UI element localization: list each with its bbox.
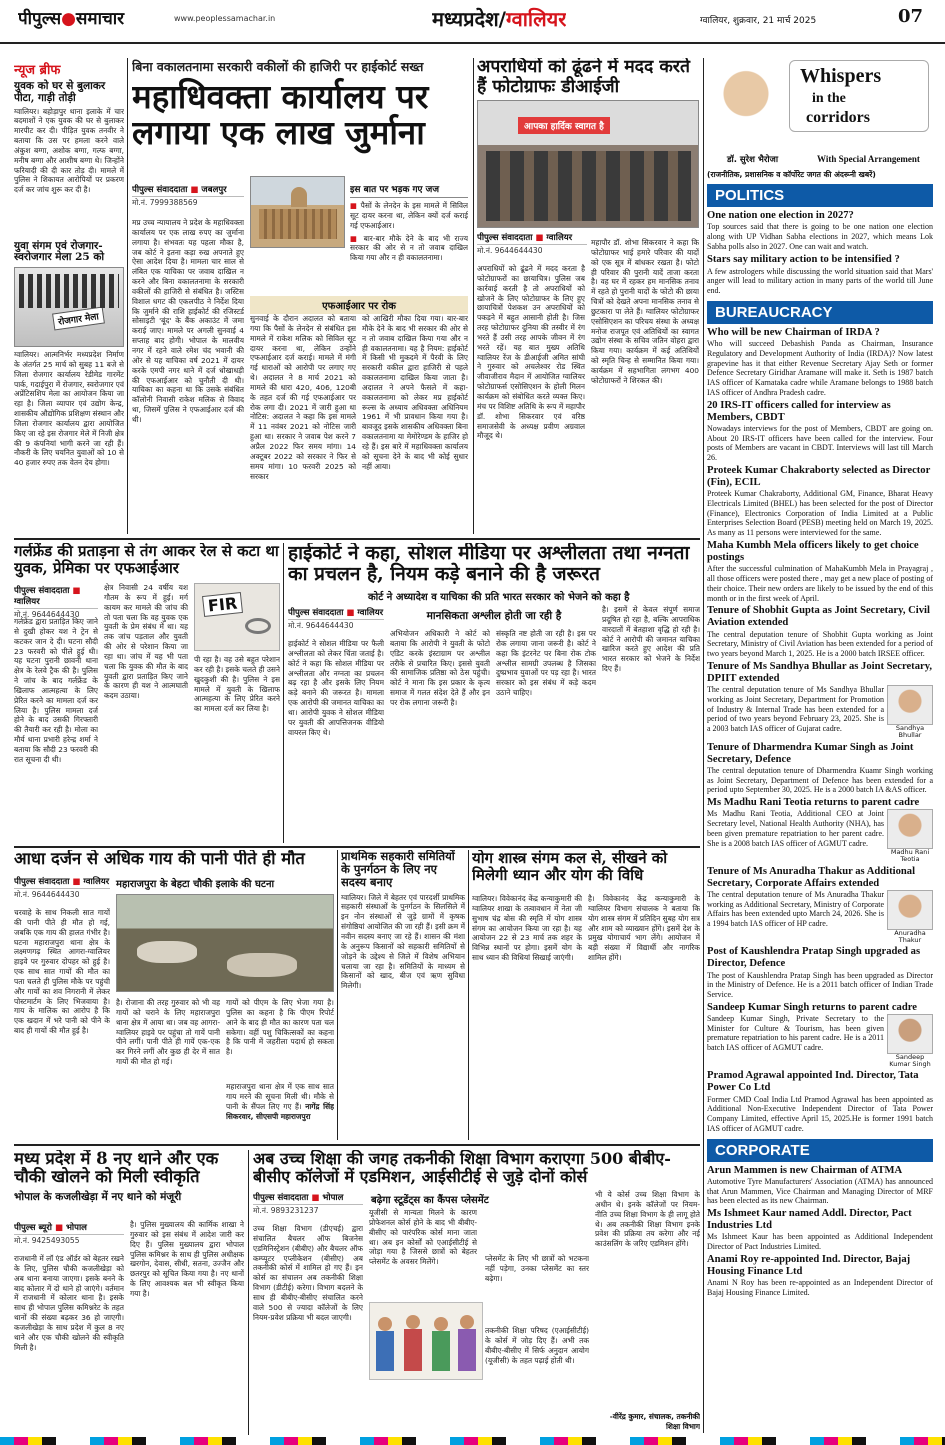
lead-kicker: बिना वकालतनामा सरकारी वकीलों की हाजिरी पर हाईकोर्ट सख्त bbox=[132, 59, 424, 74]
lead-mobile: मो.नं. 7999388569 bbox=[132, 198, 198, 207]
gf-col-2: क्षेत्र निवासी 24 वर्षीय यश गौतम के रूप में हुई। मर्ग कायम कर मामले की जांच की तो पता चला कि वह युवक एक युवती के प्रेम संबंध में था। यह तक जांच पड़ताल और युवती की ओर से परेशान किया जा रहा था। जांच में यह भी पता चला कि युवक की मौत के बाद युवती द्वारा प्रताड़ित किए जाने के कारण ही यश ने आत्मघाती कदम उठाया। bbox=[104, 583, 188, 701]
anuradha-photo bbox=[887, 890, 933, 944]
sandeep-caption: Sandeep Kumar Singh bbox=[889, 1052, 931, 1069]
divider bbox=[248, 1150, 249, 1435]
divider bbox=[283, 543, 284, 843]
politics-band: POLITICS bbox=[707, 184, 933, 207]
crowd-silhouettes bbox=[19, 274, 119, 308]
whispers-tagline: (राजनीतिक, प्रशासनिक व कॉर्पोरेट जगत की अंदरूनी खबरें) bbox=[707, 170, 876, 179]
bur-h12: Pramod Agrawal appointed Ind. Director, Tata Power Co Ltd bbox=[707, 1070, 919, 1094]
brief-body-1: ग्वालियर। बहोड़ापुर थाना इलाके में चार बदमाशों ने एक युवक की घर से बुलाकर मारपीट कर दी। पीड़ित युवक तनवीर ने बताया कि उस पर हमला करने वाले अंकुश बग्गा, अशोक बग्गा, गल्फ बग्गा, मनीष बग्गा और आशीष बग्गा थे। जिन्होंने फरियादी की दी कार तोड़ दी। मामले में पुलिस ने शिकायत आरोपियों पर प्रकरण दर्ज कर जांच शुरू कर दी है। bbox=[14, 106, 124, 195]
obscene-mobile: मो.नं. 9644644430 bbox=[288, 621, 354, 630]
obscene-byline-block bbox=[288, 605, 384, 634]
job-fair-photo bbox=[14, 267, 124, 347]
edu-mobile: मो.नं. 9893231237 bbox=[253, 1206, 319, 1215]
corp-h1: Arun Mammen is new Chairman of ATMA bbox=[707, 1164, 903, 1176]
handcuff-icon bbox=[245, 618, 271, 634]
thana-headline: मध्य प्रदेश में 8 नए थाने और एक चौकी खोलने को मिली स्वीकृति bbox=[14, 1150, 219, 1187]
news-brief bbox=[14, 60, 124, 530]
cow-byline: पीपुल्स संवाददाता ■ ग्वालियर bbox=[14, 874, 110, 889]
obscene-subhead: कोर्ट ने अध्यादेश व याचिका की प्रति भारत सरकार को भेजने को कहा है bbox=[368, 591, 630, 603]
edu-col-4: तकनीकी शिक्षा परिषद (एआईसीटीई) के कोर्स में जोड़ दिए हैं। अभी तक बीबीए-बीसीए में सिर्फ अनुदान आयोग (यूजीसी) के तहत पढ़ाई होती थी। bbox=[485, 1326, 589, 1365]
dig-headline: अपराधियों को ढूंढने में मदद करते हैं फोटोग्राफः डीआईजी bbox=[477, 58, 690, 97]
court-photo bbox=[250, 176, 345, 248]
politics-h1: One nation one election in 2027? bbox=[707, 210, 854, 221]
cow-col-1: चरवाहे के साथ निकली सात गायों की पानी पीते ही मौत हो गई, जबकि एक गाय की हालत गंभीर है। घटना महाराजपुरा थाना क्षेत्र के लक्ष्मणगढ़ स्थित आगरा-ग्वालियर हाइवे पर गुरुवार दोपहर को हुई है। एक साथ सात गायों की मौत का पता चलते ही पुलिस मौके पर पहुंची और गायों का शव निगरानी में लेकर पोस्टमार्टम के लिए भिजवाया है। गाय के मालिक का आरोप है कि एक खदान में भरे पानी को पीने के बाद ही गायों की मौत हुई है। bbox=[14, 908, 110, 1036]
madhu-photo bbox=[887, 809, 933, 863]
bur-h9: Tenure of Ms Anuradha Thakur as Additional Secretary, Corporate Affairs extended bbox=[707, 865, 916, 889]
divider bbox=[127, 58, 128, 534]
bur-p11: Sandeep Kumar Singh, Private Secretary to the Minister for Culture & Tourism, has been given premature repatriation to his parent cadre. He is a 2011 batch IAS officer of AGMUT cadre. bbox=[707, 1013, 884, 1053]
obscene-col-3: संस्कृति नष्ट होती जा रही है। इस पर रोक लगाया जाना जरूरी है। कोर्ट ने कहा कि इंटरनेट पर बिना रोक टोक अश्लील सामग्री उपलब्ध है जिसका दुष्प्रभाव युवाओं पर पड़ रहा है। भारत सरकार को इस संबंध में कड़े कदम उठाने चाहिए। bbox=[496, 629, 596, 698]
special-arrangement: With Special Arrangement bbox=[817, 154, 920, 164]
lead-byline: पीपुल्स संवाददाता ■ जबलपुर bbox=[132, 182, 244, 197]
corp-p2: Ms Ishmeet Kaur has been appointed as Additional Independent Director of Pact Industries Limited. bbox=[707, 1232, 933, 1252]
brief-headline-1: युवक को घर से बुलाकर पीटा, गाड़ी तोड़ी bbox=[14, 80, 106, 104]
divider bbox=[337, 850, 338, 1140]
lead-col-4: को आखिरी मौका दिया गया। बार-बार मौके देने के बाद भी सरकार की ओर से न तो जवाब दाखिल किया गया और न ही वकालतनामा। यह है नियम: हाईकोर्ट में किसी भी मुकदमे में पैरवी के लिए सरकारी वकील द्वारा हाजिरी से पहले वकालतनामा दाखिल किया जाता है। अदालत ने अपने फैसले में कहा-वकालतनामा को लेकर मप्र हाईकोर्ट रूल्स के अध्याय अधिवक्ता अधिनियम 1961 में भी प्रावधान किया गया है। बावजूद इसके शासकीय अधिवक्ता बिना वकालतनामा या मेमोरेण्डम के हाजिर हो रहे हैं। इस बारे में महाधिवक्ता कार्यालय को सूचना देने के बाद भी कोई सुधार नहीं आया। bbox=[362, 314, 468, 471]
lead-sidebar-head: इस बात पर भड़क गए जज bbox=[350, 182, 468, 198]
bur-p5: The central deputation tenure of Shobhit Gupta working as Joint Secretary, Ministry of Civil Aviation has been extended for a period of two years beyond March 1, 2025. He is a 2000 batch IRSEE officer. bbox=[707, 629, 933, 659]
lead-col-3: सुनवाई के दौरान अदालत को बताया गया कि पैसों के लेनदेन से संबंधित इस मामले में राकेश मलिक को सिविल सूट दायर करना था, लेकिन उन्होंने एफआईआर दर्ज कराई। मामले में मंगी गई धाराओं को आरोपी पर लगाए गए थे। अदालत ने 8 मार्च 2021 को मामले की धारा 420, 406, 120बी के तहत दर्ज की गई एफआईआर पर रोक लगा दी। 2021 में जारी हुआ था नोटिस: अदालत ने कहा कि इस मामले में 11 नवंबर 2021 को नोटिस जारी हुआ था। सरकार ने जवाब पेश करने 7 अप्रैल 2022 फिर समय मांगा। 14 अक्टूबर 2022 को सरकार ने फिर से समय मांगा। 10 फरवरी 2025 को सरकार bbox=[250, 314, 356, 481]
lead-headline: महाधिवक्ता कार्यालय पर लगाया एक लाख जुर्माना bbox=[132, 77, 429, 152]
brief-body-2: ग्वालियर। आत्मनिर्भर मध्यप्रदेश निर्माण के अंतर्गत 25 मार्च को सुबह 11 बजे से जिला रोजगार कार्यालय रेडीमेड गारमेंट पार्क, गदाईपुरा में रोजगार, स्वरोजगार एवं अप्रेंटिसशिप मेला का आयोजन किया जा रहा है। जिला व्यापार एवं उद्योग केन्द्र, शासकीय औद्योगिक प्रशिक्षण संस्थान और जिला रोजगार कार्यालय द्वारा आयोजित किए जा रहे इस रोजगार मेले में निजी क्षेत्र की 9 कंपनियां भागी करने जा रही हैं। नौकरी के लिए चयनित युवाओं को 10 से 40 हजार रुपए तक वेतन देय होगा। bbox=[14, 350, 124, 468]
politics-h2: Stars say military action to be intensified ? bbox=[707, 254, 900, 266]
yoga-story bbox=[472, 850, 700, 1140]
gf-headline: गर्लफ्रेंड की प्रताड़ना से तंग आकर रेल से कटा था युवक, प्रेमिका पर एफआईआर bbox=[14, 543, 279, 577]
columnist-photo bbox=[707, 60, 785, 156]
edu-col-3: प्लेसमेंट के लिए भी छात्रों को भटकना नहीं पड़ेगा, उनका प्लेसमेंट का स्तर बढ़ेगा। bbox=[485, 1254, 589, 1283]
obscene-col-4: है। इसमें से केवल संपूर्ण समाज प्रदूषित हो रहा है, बल्कि आपराधिक वारदातों में बेतहाशा वृद्धि हो रही है। कोर्ट ने आरोपी की जमानत याचिका खारिज करते हुए आदेश की प्रति भारत सरकार को भेजने के निर्देश दिए हैं। bbox=[602, 605, 700, 674]
lead-col-1: मप्र उच्च न्यायालय ने प्रदेश के महाधिवक्ता कार्यालय पर एक लाख रुपए का जुर्माना लगाया है। संभवतः यह पहला मौका है, जब कोर्ट ने इतना कड़ा रुख अपनाते हुए ऐसा आदेश दिया है। मामला चार साल से लंबित एक याचिका पर जवाब दाखिल न करने और बिना वकालतनामा के सरकारी वकीलों की हाजिरी से संबंधित है। जस्टिस विशाल धगट की एकलपीठ ने निर्देश दिया कि जुर्माने की राशि हाईकोर्ट की रजिस्टर्ड सोसाइटी 'बूंद' के बैंक अकाउंट में जमा कराई जाए। मामले पर अगली सुनवाई 4 सप्ताह बाद होगी। भोपाल के मालवीय नगर में रहने वाले रमेश चंद भवानी की ओर से यह याचिका वर्ष 2021 में दायर करके एमपी नगर थाने में दर्ज धोखाधड़ी की एफआईआर को चुनौती दी थी। याचिका का कहना था कि उसके संबंधित कॉलोनी निवासी राकेश मलिक से विवाद था, जिसमें पुलिस ने एफआईआर दर्ज की थी। bbox=[132, 218, 244, 424]
madhu-caption: Madhu Rani Teotia bbox=[890, 848, 930, 864]
thana-subhead: भोपाल के कजलीखेड़ा में नए थाने को मंजूरी bbox=[14, 1190, 182, 1203]
bur-h11: Sandeep Kumar Singh returns to parent cadre bbox=[707, 1001, 917, 1013]
lead-sidebar-point-1: ■ पैसों के लेनदेन के इस मामले में सिविल सूट दायर करना था, लेकिन क्यों दर्ज कराई गई एफआईआर। bbox=[350, 201, 468, 230]
corp-h3: Anami Roy re-appointed Ind. Director, Bajaj Housing Finance Ltd bbox=[707, 1253, 911, 1278]
city-name: ग्वालियर bbox=[506, 7, 567, 31]
bur-h10: Post of Kaushlendra Pratap Singh upgraded as Director, Defence bbox=[707, 946, 921, 970]
bur-h2: 20 IRS-IT officers called for interview as Members, CBDT bbox=[707, 399, 891, 423]
corp-p3: Anami N Roy has been re-appointed as an Independent Director of Bajaj Housing Finance Limited. bbox=[707, 1278, 933, 1297]
bur-p6: The central deputation tenure of Ms Sandhya Bhullar working as Joint Secretary, Department for Promotion of Industry & Internal Trade has been extended for a period of two years beyond February 23, 2025. She is a 2003 batch IAS officer of Gujarat cadre. bbox=[707, 685, 884, 734]
dig-col-2: महापौर डॉ. शोभा सिकरवार ने कहा कि फोटोग्राफर भाई हमारे परिवार की यादों को एक सूत्र में बांधकर रखता है। फोटो ही परिवार की पुरानी यादें ताजा करता है। वह घर में रहकर हम मानसिक तनाव में रहते हो पुरानी यादों के फोटो की छाया चित्रों को देखते अपना मानसिक तनाव से छुटकारा पा लेते हैं। ग्वालियर फोटोग्राफर एसोसिएशन का परिचय संस्था के अध्यक्ष मनोज राजपूत एवं अतिथियों का स्वागत उद्योग संस्था के सचिव जतिन वोहरा द्वारा किया गया। कार्यक्रम में कई अतिथियों को स्मृति चिन्ह से सम्मानित किया गया। कार्यक्रम में सहभागिता लगभग 400 फोटोग्राफरों ने शिरकत की। bbox=[591, 238, 699, 385]
gf-byline: पीपुल्स संवाददाता ■ ग्वालियर bbox=[14, 583, 98, 609]
edu-byline: पीपुल्स संवाददाता ■ भोपाल bbox=[253, 1190, 363, 1205]
logo-part-1: पीपुल्स bbox=[18, 9, 62, 29]
whispers-column bbox=[707, 58, 933, 1436]
edu-col-5: भी ये कोर्स उच्च शिक्षा विभाग के अधीन थे। इनके कॉलेजों पर नियम-नीति उच्च शिक्षा विभाग के ही लागू होते थे। अब तकनीकी शिक्षा विभाग इनके प्रवेश की प्रक्रिया तय करेगा और नई काउंसलिंग के जरिए एडमिशन होंगे। bbox=[595, 1190, 700, 1249]
lead-sidebar-point-2: ■ बार-बार मौके देने के बाद भी राज्य सरकार की ओर से न तो जवाब दाखिल किया गया और न ही वकालतनामा। bbox=[350, 233, 468, 263]
obscene-story bbox=[288, 543, 700, 843]
cow-mobile: मो.नं. 9644644430 bbox=[14, 890, 80, 899]
whispers-header bbox=[707, 58, 933, 168]
edu-subhead: बढ़ेगा स्टूडेंट्स का कैंपस प्लेसमेंट bbox=[371, 1195, 489, 1206]
bur-p2: Nowadays interviews for the post of Members, CBDT are going on. About 20 IRS-IT officers have been called for the interview. Four posts of Members are vacant in CBDT. Interviews will last till March 26. bbox=[707, 423, 933, 463]
cow-col-2: है। रोजाना की तरह गुरुवार को भी वह गायों को चराने के लिए महाराजपुरा थाना क्षेत्र में आया था। जब वह आगरा-ग्वालियर हाइवे पर पहुंचा तो गायें पानी पीने लगीं। पानी पीते ही गायें एक-एक कर गिरने लगीं और कुछ ही देर में सात गायों की मौत हो गई। bbox=[116, 998, 220, 1067]
section-title bbox=[432, 5, 566, 32]
obscene-byline: पीपुल्स संवाददाता ■ ग्वालियर bbox=[288, 605, 384, 620]
fir-graphic bbox=[194, 583, 280, 651]
dig-mobile: मो.नं. 9644644430 bbox=[477, 246, 543, 256]
thana-col-2: है। पुलिस मुख्यालय की कार्मिक शाखा ने गुरुवार को इस संबंध में आदेश जारी कर दिए हैं। पुलिस मुख्यालय द्वारा भोपाल पुलिस कमिश्नर के साथ ही पुलिस अधीक्षक खरगोन, देवास, सीधी, सतना, उज्जैन और छतरपुर को सूचित किया गया है। नए थानों के लिए आवश्यक बल भी स्वीकृत किया गया है। bbox=[130, 1220, 244, 1298]
lead-story bbox=[132, 58, 470, 536]
sandeep-photo bbox=[887, 1014, 933, 1068]
thana-byline-block bbox=[14, 1220, 124, 1249]
edu-headline: अब उच्च शिक्षा की जगह तकनीकी शिक्षा विभाग कराएगा 500 बीबीए-बीसीए कॉलेजों में एडमिशन, आईसीटीई से जुड़े दोनों कोर्स bbox=[253, 1150, 671, 1186]
bur-h4: Maha Kumbh Mela officers likely to get choice postings bbox=[707, 539, 919, 564]
lead-sidebar bbox=[350, 182, 468, 263]
dig-col-1: अपराधियों को ढूंढने में मदद करता है फोटोग्राफरों का छायाचित्र। पुलिस जब कार्रवाई करती है तो अपराधियों को खोजने के लिए फोटोग्राफर के लिए हुए छायाचित्रों पेशकश उन अपराधियों को पकड़ने में बहुत आसानी होती है। जिस तरह फोटोग्राफर दुनिया की तस्वीर में रंग भरते हैं उसी तरह आपके जीवन में रंग भरते रहें। यह बात मुख्य अतिथि ग्वालियर रेंज के डीआईजी अमित सांघी ने गुरुवार को अचलेश्वर रोड स्थित जीवाजीराव मैदान में आयोजित ग्वालियर फोटोग्राफर्स एसोसिएशन के होली मिलन कार्यक्रम को संबोधित करते व्यक्त किए। मंच पर विशिष्ट अतिथि के रूप में महापौर डॉ. शोभा सिकरवार एवं वरिष्ठ समाजसेवी के अध्यक्ष प्रवीण अग्रवाल मौजूद थे। bbox=[477, 264, 585, 441]
bur-h3: Proteek Kumar Chakraborty selected as Director (Fin), ECIL bbox=[707, 464, 931, 489]
obscene-headline: हाईकोर्ट ने कहा, सोशल मीडिया पर अश्लीलता तथा नग्नता का प्रचलन है, नियम कड़े बनाने की है जरूरत bbox=[288, 543, 690, 586]
bur-h1: Who will be new Chairman of IRDA ? bbox=[707, 326, 880, 338]
print-color-bar bbox=[0, 1437, 945, 1445]
students-illustration bbox=[369, 1302, 483, 1380]
divider bbox=[14, 1144, 700, 1146]
thana-byline: पीपुल्स ब्यूरो ■ भोपाल bbox=[14, 1220, 124, 1235]
page-number: 07 bbox=[898, 6, 924, 27]
section-name: मध्यप्रदेश/ bbox=[432, 7, 506, 31]
gf-mobile: मो.नं. 9644644430 bbox=[14, 610, 80, 619]
dig-story bbox=[477, 58, 699, 536]
thana-mobile: मो.नं. 9425493055 bbox=[14, 1236, 80, 1245]
edu-col-1: उच्च शिक्षा विभाग (डीएचई) द्वारा संचालित बैचलर ऑफ बिजनेस एडमिनिस्ट्रेशन (बीबीए) और बैचलर ऑफ कम्प्यूटर एप्लीकेशन (बीसीए) अब तकनीकी कोर्स में शामिल हो गए हैं। इन कोर्स का संचालन अब तकनीकी शिक्षा विभाग (डीटीई) करेगा। विभाग बदलने के साथ ही बीबीए-बीसीए संचालित करने वाले 500 से ज्यादा कॉलेजों के लिए नियम-प्रवेश प्रक्रिया भी बदल जाएगी। bbox=[253, 1224, 363, 1322]
bur-p8: Ms Madhu Rani Teotia, Additional CEO at Joint Secretary level, National Health Authority (NHA), has been given premature repatriation to her parent cadre. She is a 2008 batch IAS officer of AGMUT cadre. bbox=[707, 809, 884, 848]
dig-byline: पीपुल्स संवाददाता ■ ग्वालियर bbox=[477, 230, 587, 245]
fir-box-head: एफआईआर पर रोक bbox=[250, 296, 468, 314]
obscene-col-1: हाईकोर्ट ने सोशल मीडिया पर फैली अश्लीलता को लेकर चिंता जताई है। कोर्ट ने कहा कि सोशल मीडिया पर अश्लीलता और नग्नता का प्रचलन बढ़ रहा है और इसके लिए नियम कड़े बनाने की जरूरत है। मामला एक आरोपी की जमानत याचिका का था। आरोपी युवक ने सोशल मीडिया पर युवती की आपत्तिजनक वीडियो वायरल किए थे। bbox=[288, 639, 384, 737]
edu-col-2: यूजीसी से मान्यता मिलने के कारण प्रोफेशनल कोर्स होने के बाद भी बीबीए-बीसीए को पारंपरिक कोर्स माना जाता था। अब इन कोर्सों को एआईसीटीई से जोड़ा गया है जिससे छात्रों को बेहतर प्लेसमेंट के अवसर मिलेंगे। bbox=[369, 1208, 477, 1267]
bur-h6: Tenure of Ms Sandhya Bhullar as Joint Secretary, DPIIT extended bbox=[707, 660, 933, 685]
divider bbox=[14, 538, 700, 540]
edu-byline-block bbox=[253, 1190, 363, 1219]
thana-col-1: राजधानी में लॉ एंड ऑर्डर को बेहतर रखने के लिए, पुलिस चौकी कजलीखेड़ा को अब थाना बनाया जाएगा। इसके बनने के बाद कोलार में दो थाने हो जाएंगे। वर्तमान में राजधानी में कोलार थाना है। इसके साथ ही भोपाल पुलिस कमिश्नरेट के तहत थानों की संख्या बढ़कर 36 हो जाएगी। कजलीखेड़ा के साथ प्रदेश में कुल 8 नए थाने और एक चौकी खोलने की स्वीकृति मिली है। bbox=[14, 1254, 124, 1352]
bur-p1: Who will succeed Debashish Panda as Chairman, Insurance Regulatory and Development Authority of India (IRDA)? Now latest grapevine has it that either Revenue Secretary Ajay Seth or former Defence Secretary Giridhar Aramane will make it. Seth is 1987 batch IAS officer of Karnataka cadre while Aramane belongs to 1988 batch IAS officer of Andhra Pradesh cadre. bbox=[707, 339, 933, 397]
cow-story bbox=[14, 850, 334, 1140]
bur-p9: The central deputation tenure of Ms Anuradha Thakur working as Additional Secretary, Ministry of Corporate Affairs has been extended upto March 24, 2026. She is a 1994 batch IAS officer of HP cadre. bbox=[707, 889, 884, 929]
bur-h8: Ms Madhu Rani Teotia returns to parent cadre bbox=[707, 797, 920, 809]
corp-h2: Ms Ishmeet Kaur named Addl. Director, Pact Industries Ltd bbox=[707, 1208, 912, 1232]
politics-p2: A few astrologers while discussing the world situation said that Mars' anger will lead to military action in many parts of the world till June end. bbox=[707, 266, 933, 296]
divider bbox=[14, 846, 700, 848]
stage-banner: आपका हार्दिक स्वागत है bbox=[518, 117, 610, 134]
masthead bbox=[0, 0, 945, 44]
coop-headline: प्राथमिक सहकारी समितियों के पुनर्गठन के लिए नए सदस्य बनाए bbox=[341, 850, 455, 889]
thana-story bbox=[14, 1150, 244, 1435]
edu-sign: -वीरेंद्र कुमार, संचालक, तकनीकी शिक्षा विभाग bbox=[609, 1412, 700, 1431]
divider bbox=[473, 58, 474, 534]
brief-headline-2: युवा संगम एवं रोजगार-स्वरोजगार मेला 25 को bbox=[14, 239, 105, 264]
cow-col-3: गायों को पीएम के लिए भेजा गया है। पुलिस का कहना है कि पीएम रिपोर्ट आने के बाद ही मौत का कारण पता चल सकेगा। वहीं पशु चिकित्सकों का कहना है कि पानी में जहरीला पदार्थ हो सकता है। bbox=[226, 998, 334, 1057]
sandhya-caption: Sandhya Bhullar bbox=[895, 724, 925, 740]
bur-p12: Former CMD Coal India Ltd Pramod Agrawal has been appointed as Additional Non-Executive Independent Director of Tata Power Company Limited, effective April 15, 2025.He is former 1991 batch IAS officer of AGMUT cadre. bbox=[707, 1094, 933, 1133]
politics-p1: Top sources said that there is going to be one nation one election along with UP Vidhan Sabha elections in 2027, which means Lok Sabha polls also in 2027. One can wait and watch. bbox=[707, 222, 933, 251]
paper-logo bbox=[18, 6, 168, 32]
logo-dot-icon: ● bbox=[61, 9, 76, 29]
bur-h7: Tenure of Dharmendra Kumar Singh as Joint Secretary, Defence bbox=[707, 741, 914, 765]
gf-story bbox=[14, 543, 280, 843]
job-fair-sign: रोजगार मेला bbox=[52, 307, 105, 331]
bur-h5: Tenure of Shobhit Gupta as Joint Secretary, Civil Aviation extended bbox=[707, 605, 930, 629]
yoga-headline: योग शास्त्र संगम कल से, सीखने को मिलेगी ध्यान और योग की विधि bbox=[472, 850, 668, 884]
bur-p4: After the successful culmination of MahaKumbh Mela in Prayagraj , all those officers were posted there , may get a new place of posting of their choice. Their new orders are likely to be issued by the end of this month or in the first week of April. bbox=[707, 564, 933, 603]
cow-photo bbox=[116, 894, 334, 992]
divider bbox=[468, 850, 469, 1140]
bur-p10: The post of Kaushlendra Pratap Singh has been upgraded as Director in the Ministry of Defence. He is a 2011 batch officer of Indian Trade Service. bbox=[707, 970, 933, 1000]
dig-photo bbox=[477, 100, 699, 228]
bureaucracy-band: BUREAUCRACY bbox=[707, 301, 933, 324]
cow-byline-block bbox=[14, 874, 110, 903]
edu-story bbox=[253, 1150, 700, 1435]
brief-tag: न्यूज ब्रीफ bbox=[14, 63, 61, 78]
fir-label: FIR bbox=[202, 592, 243, 617]
bur-p3: Proteek Kumar Chakraborty, Additional GM, Finance, Bharat Heavy Electricals Limited (BHEL) has been selected for the post of Director (Finance), Electronics Corporation of India Limited at a Public Enterprises Selection Board (PESB) meeting held on March 19, 2025. As many as 11 persons were interviewed for the same. bbox=[707, 489, 933, 538]
sandhya-photo bbox=[887, 685, 933, 739]
coop-story bbox=[341, 850, 465, 1140]
divider bbox=[703, 58, 704, 1433]
dateline: ग्वालियर, शुक्रवार, 21 मार्च 2025 bbox=[700, 16, 817, 26]
columnist-name: डॉ. सुरेश भैरोजा bbox=[727, 155, 779, 165]
yoga-col-1: ग्वालियर। विवेकानंद केंद्र कन्याकुमारी की ग्वालियर शाखा के तत्वावधान में नेता जी सुभाष चंद्र बोस की स्मृति में योग शास्त्र संगम का आयोजन किया जा रहा है। यह आयोजन 22 से 23 मार्च तक शहर के विभिन्न स्थानों पर होगा। इसमें योग के साथ ध्यान की विधियां सिखाई जाएंगी। bbox=[472, 894, 582, 963]
cow-statement: महाराजपुरा थाना क्षेत्र में एक साथ सात गाय मरने की सूचना मिली थी। मौके से पानी के सैंपल लिए गए हैं। नागेंद्र सिंह सिकरवार, सीएसपी महाराजपुरा bbox=[226, 1082, 334, 1121]
lead-byline-block bbox=[132, 182, 244, 211]
website[interactable]: www.peoplessamachar.in bbox=[174, 14, 276, 23]
gf-col-1: गर्लफ्रेंड द्वारा प्रताड़ित किए जाने से दुखी होकर यश ने ट्रेन से कटकर जान दे दी। घटना सौदी 23 फरवरी को पीले हुई थी। यह घटना पुरानी छावनी थाना क्षेत्र के रेलवे ट्रैक की है। पुलिस ने जांच के बाद गर्लफ्रेंड के खिलाफ आत्महत्या के लिए प्रेरित करने का मामला दर्ज कर लिया है। पुलिस मामला दर्ज होने के बाद उसकी गिरफ्तारी की तैयारी कर रही है। मोला का मौर्य थाना प्रभारी हरेन्द्र शर्मा ने बताया कि सौदी 23 फरवरी की रात सूचना दी थी। bbox=[14, 617, 98, 764]
corporate-band: CORPORATE bbox=[707, 1139, 933, 1162]
logo-part-2: समाचार bbox=[75, 9, 125, 29]
cow-headline: आधा दर्जन से अधिक गाय की पानी पीते ही मौत bbox=[14, 850, 305, 868]
cow-subhead: महाराजपुरा के बेहटा चौकी इलाके की घटना bbox=[116, 879, 275, 890]
yoga-col-2: है। विवेकानंद केंद्र कन्याकुमारी के ग्वालियर विभाग संचालक ने बताया कि योग शास्त्र संगम में प्रतिदिन सुबह योग सत्र और शाम को व्याख्यान होंगे। इसमें देश के प्रमुख योगाचार्य भाग लेंगे। आयोजन में बड़ी संख्या में विद्यार्थी और नागरिक शामिल होंगे। bbox=[588, 894, 700, 963]
obscene-box: मानसिकता अश्लील होती जा रही है bbox=[426, 610, 562, 622]
corp-p1: Automotive Tyre Manufacturers' Association (ATMA) has announced that Arun Mammen, Vice Chairman and Managing Director of MRF has been elected as its new Chairman. bbox=[707, 1176, 933, 1206]
gf-col-3: पी रहा है। वह उसे बहुत परेशान कर रही है। इसके चलते ही उसने खुदकुशी की है। पुलिस ने इस मामले में युवती के खिलाफ आत्महत्या के लिए प्रेरित करने का मामला दर्ज कर लिया है। bbox=[194, 655, 280, 714]
bur-p7: The central deputation tenure of Dharmendra Kuamr Singh working as Joint Secretary, Department of Defence has been extended for a period upto September 30, 2025. He is a 2000 batch IA &AS officer. bbox=[707, 765, 933, 795]
coop-body: ग्वालियर। जिले में बेहतर एवं पारदर्शी प्राथमिक सहकारी संस्थाओं के पुनर्गठन के सिलसिले में इन नोन संस्थाओं से जुड़े ग्रामों में कृषक संगोष्ठियां आयोजित की जा रही हैं। इसी क्रम में नवीन सदस्य बनाए जा रहे हैं। शासन की मंशा के अनुरूप किसानों को सहकारी समितियों से जोड़ने के उद्देश्य से जिले में विशेष अभियान चलाया जा रहा है। समितियों के माध्यम से किसानों को खाद, बीज एवं ऋण सुविधा मिलेगी। bbox=[341, 892, 465, 991]
obscene-col-2: अभियोजन अधिकारी ने कोर्ट को बताया कि आरोपी ने युवती के फोटो एडिट करके इंस्टाग्राम पर अश्लील तरीके से प्रचारित किए। इससे युवती की सामाजिक प्रतिष्ठा को ठेस पहुंची। कोर्ट ने माना कि इस प्रकार के कृत्य समाज में गलत संदेश देते हैं और इन पर रोक लगाना जरूरी है। bbox=[390, 629, 490, 707]
whispers-logo: Whispers in the corridors bbox=[789, 60, 929, 132]
anuradha-caption: Anuradha Thakur bbox=[894, 928, 926, 945]
